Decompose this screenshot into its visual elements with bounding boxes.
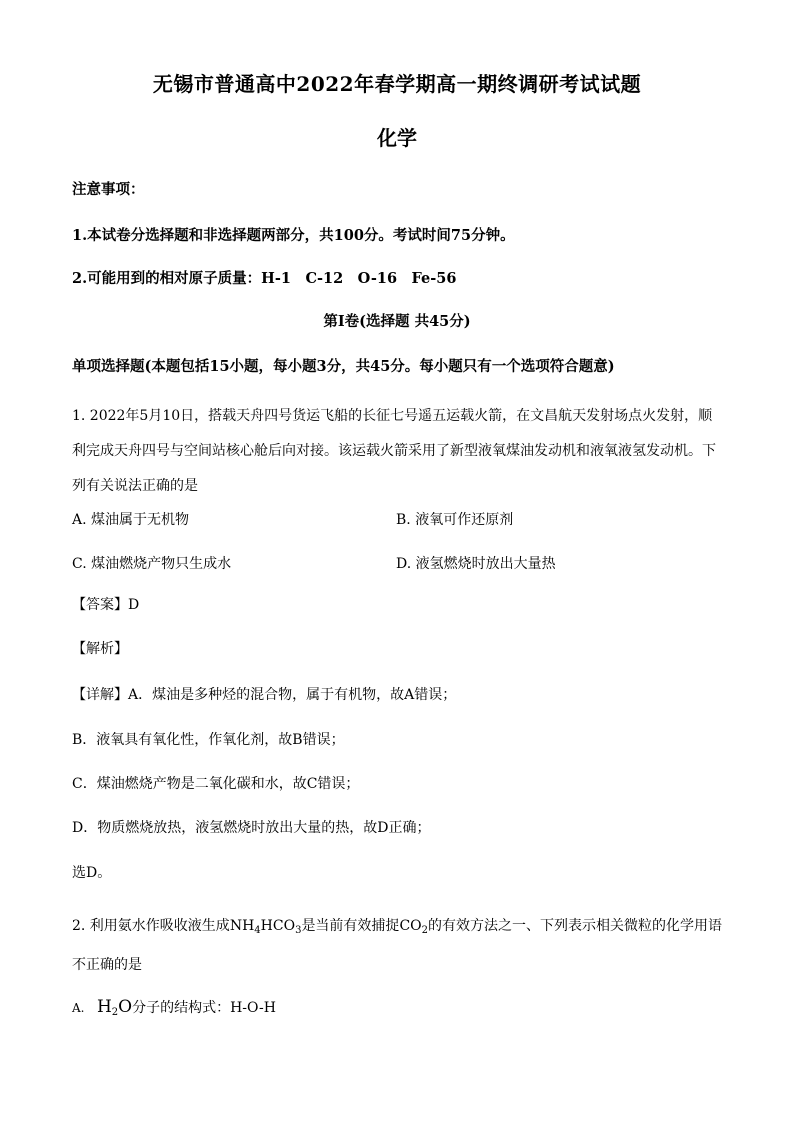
- formula-part: CO: [399, 918, 422, 934]
- formula-subscript: 3: [295, 925, 302, 936]
- section-instructions: 单项选择题(本题包括15小题，每小题3分，共45分。每小题只有一个选项符合题意): [72, 358, 615, 375]
- answer-tag: 【答案】: [72, 597, 128, 613]
- q1-detail-c: C．煤油燃烧产物是二氧化碳和水，故C错误；: [72, 776, 360, 792]
- formula-subscript: 4: [254, 925, 261, 936]
- formula-subscript: 2: [111, 1007, 119, 1018]
- q1-detail-a-line: [72, 688, 456, 702]
- question-1-stem: 1. 2022年5月10日，搭载天舟四号货运飞船的长征七号遥五运载火箭，在文昌航天发射场点火发射，顺利完成天舟四号与空间站核心舱后向对接。该运载火箭采用了新型液氧煤油发动机和液氧液氢发动机。下列有关说法正确的是: [72, 408, 716, 494]
- q2-stem-part3: 的有效方法之一、下列表示相关微粒的化学用语不正确的是: [72, 918, 723, 973]
- q1-answer-line: [72, 598, 139, 612]
- subject-title: 化学: [377, 126, 417, 150]
- notes-item-2: 2.可能用到的相对原子质量：H-1 C-12 O-16 Fe-56: [72, 270, 457, 287]
- q1-choose: 选D。: [72, 865, 112, 881]
- detail-a: A．煤油是多种烃的混合物，属于有机物，故A错误；: [128, 687, 457, 703]
- notes-heading: 注意事项：: [72, 181, 145, 198]
- exam-title: 无锡市普通高中2022年春学期高一期终调研考试试题: [152, 72, 642, 96]
- q2-option-a-text: 分子的结构式：H-O-H: [132, 1000, 276, 1016]
- section-title: 第I卷(选择题 共45分): [323, 313, 471, 330]
- q2-stem-part2: 是当前有效捕捉: [301, 918, 400, 934]
- question-2-stem: [72, 909, 722, 983]
- formula-part: NH: [229, 918, 255, 934]
- formula-co2: [399, 918, 428, 934]
- q2-option-a: [72, 999, 276, 1018]
- formula-part: H: [96, 997, 112, 1017]
- q1-detail-d: D．物质燃烧放热，液氢燃烧时放出大量的热，故D正确；: [72, 820, 431, 836]
- formula-h2o: [97, 997, 132, 1017]
- notes-item-1: 1.本试卷分选择题和非选择题两部分，共100分。考试时间75分钟。: [72, 227, 515, 244]
- formula-part: HCO: [260, 918, 296, 934]
- q1-option-c: C. 煤油燃烧产物只生成水: [72, 556, 232, 572]
- formula-part: O: [118, 997, 133, 1017]
- q2-option-a-label: A.: [72, 1001, 85, 1015]
- q1-option-a: A. 煤油属于无机物: [72, 512, 190, 528]
- detail-tag: 【详解】: [72, 687, 128, 703]
- q2-stem-part1: 2. 利用氨水作吸收液生成: [72, 918, 230, 934]
- answer-value: D: [128, 597, 140, 613]
- formula-subscript: 2: [421, 925, 429, 936]
- q1-option-b: B. 液氧可作还原剂: [396, 512, 514, 528]
- q1-option-d: D. 液氢燃烧时放出大量热: [396, 556, 556, 572]
- analysis-tag: 【解析】: [72, 641, 128, 657]
- q1-detail-b: B．液氧具有氧化性，作氧化剂，故B错误；: [72, 732, 345, 748]
- formula-nh4hco3: [230, 918, 302, 934]
